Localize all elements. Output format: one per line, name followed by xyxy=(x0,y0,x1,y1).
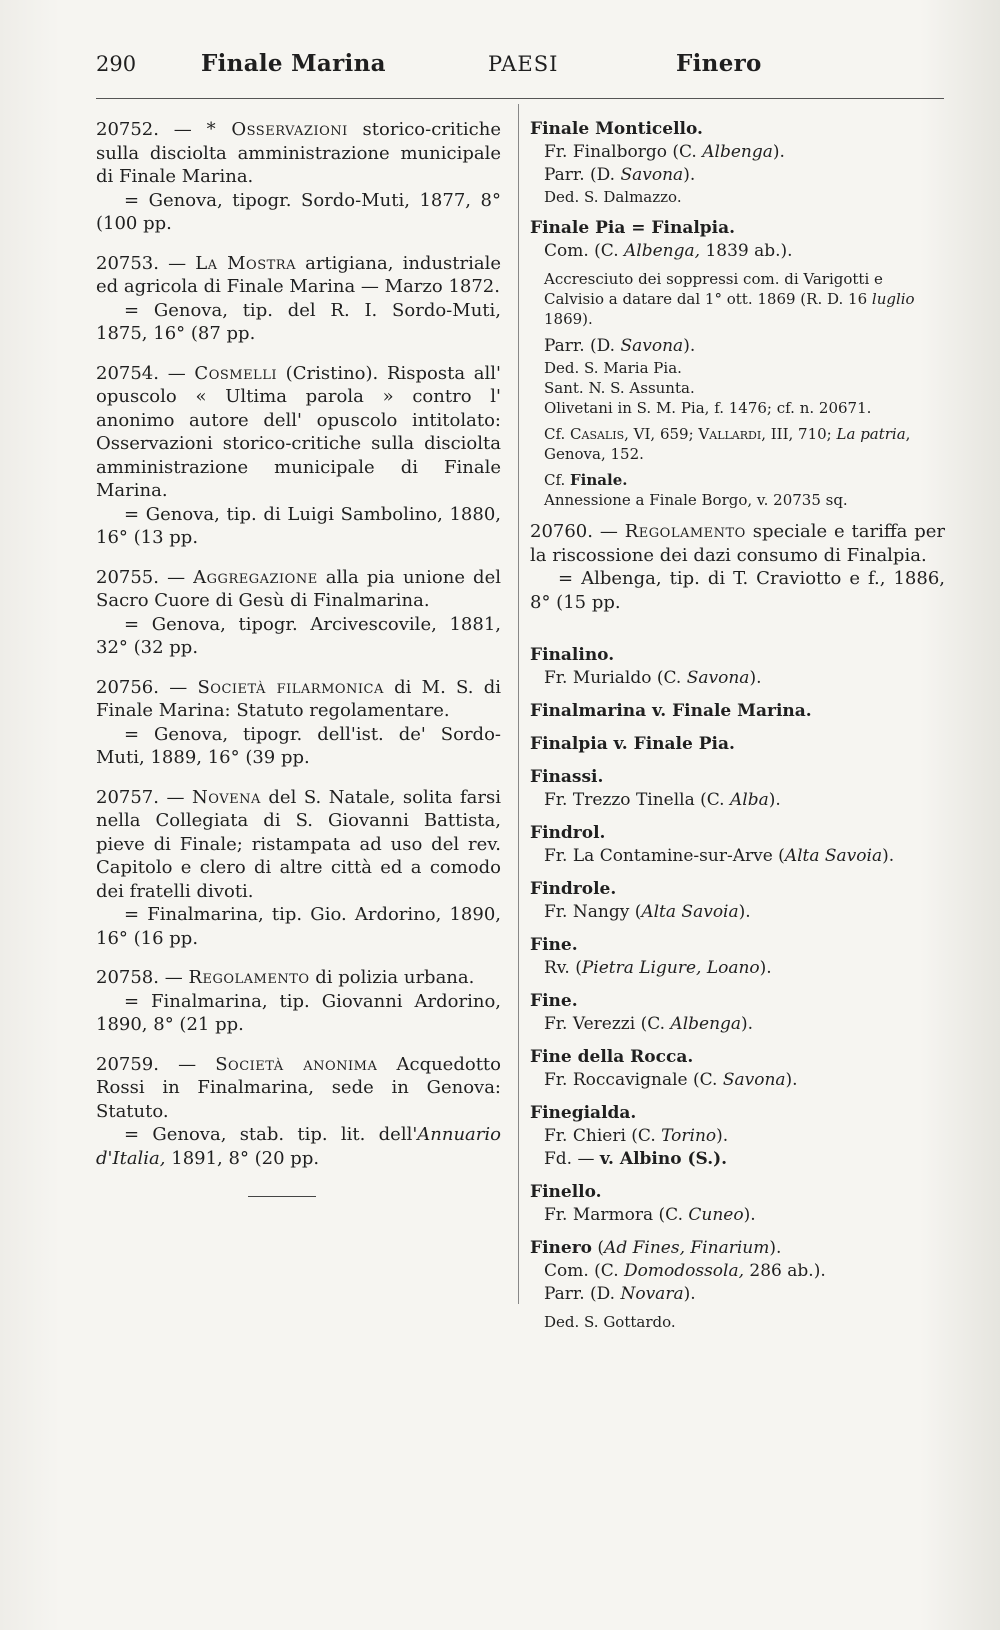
entry-number: 20759. xyxy=(96,1053,159,1075)
place-line xyxy=(530,667,945,690)
place-name: Findrole. xyxy=(530,879,617,899)
entry-20757: 20757. — Novena del S. Natale, solita farsi nella Collegiata di S. Giovanni Battista, pieve di Finale; ristampata ad uso del rev. Capitolo e clero di altre città ed a comodo dei fratelli divoti. = Finalmarina, tip. Gio. Ardorino, 1890, 16° (16 pp. xyxy=(96,786,501,949)
fr-text: Fr. Finalborgo (C. xyxy=(544,142,703,162)
line-bold: v. Albino (S.). xyxy=(599,1149,728,1169)
left-column xyxy=(96,118,501,1197)
header-right-title: Finero xyxy=(676,50,762,77)
place-line xyxy=(530,1069,945,1092)
line-end: ). xyxy=(759,958,772,978)
place-note xyxy=(530,269,945,329)
note-end: 1869). xyxy=(544,310,593,328)
column-divider xyxy=(518,104,519,1304)
line-text: Fr. Verezzi (C. xyxy=(544,1014,671,1034)
line-italic: Torino xyxy=(661,1126,717,1146)
entry-20755: 20755. — Aggregazione alla pia unione del Sacro Cuore di Gesù di Finalmarina. = Genova, tipogr. Arcivescovile, 1881, 32° (32 pp. xyxy=(96,566,501,658)
line-italic: Alta Savoia xyxy=(641,902,739,922)
header-section-title: PAESI xyxy=(488,52,559,76)
entry-imprint: = Genova, tipogr. Arcivescovile, 1881, 32° (32 pp. xyxy=(96,613,501,658)
note-italic: luglio xyxy=(871,290,915,308)
place-name: Findrol. xyxy=(530,823,606,843)
place-finale-monticello xyxy=(530,118,945,207)
entry-head: Cosmelli xyxy=(194,362,277,384)
place-note: Sant. N. S. Assunta. xyxy=(544,379,695,397)
entry-imprint: = Albenga, tip. di T. Craviotto e f., 1886, 8° (15 pp. xyxy=(530,568,945,613)
place-line xyxy=(530,789,945,812)
note-text: Accresciuto dei soppressi com. di Varigotti e Calvisio a datare dal 1° ott. 1869 (R. D. 16 xyxy=(544,270,883,308)
place-finassi xyxy=(530,766,945,812)
line-text: Fr. Murialdo (C. xyxy=(544,668,687,688)
line-end: ). xyxy=(743,1205,756,1225)
place-name: Fine. xyxy=(530,991,578,1011)
entry-imprint: = Finalmarina, tip. Gio. Ardorino, 1890, 16° (16 pp. xyxy=(96,904,501,949)
place-reference xyxy=(530,424,945,464)
entry-number: 20755. xyxy=(96,566,159,588)
cf-text: Cf. xyxy=(544,425,571,443)
com-text: Com. (C. xyxy=(544,1261,625,1281)
parr-text: Parr. (D. xyxy=(544,1284,621,1304)
entry-text: (Cristino). Risposta all' opuscolo « Ultima parola » contro l' anonimo autore dell' opuscolo intitolato: Osservazioni storico-critiche sulla disciolta amministrazione municipale di Finale Marina. xyxy=(96,362,501,501)
section-end-rule xyxy=(248,1196,316,1197)
place-note: Olivetani in S. M. Pia, f. 1476; cf. n. 20671. xyxy=(544,399,872,417)
com-text: Com. (C. xyxy=(544,241,625,261)
header-left-title: Finale Marina xyxy=(201,50,386,77)
place-finero xyxy=(530,1237,945,1332)
line-end: ). xyxy=(716,1126,729,1146)
line-text: Fr. Marmora (C. xyxy=(544,1205,689,1225)
cf-text: , VI, 659; xyxy=(624,425,699,443)
entry-text: Acquedotto Rossi in Finalmarina, sede in Genova: Statuto. xyxy=(96,1053,501,1122)
place-line xyxy=(530,141,945,164)
entry-imprint xyxy=(96,1123,501,1170)
line-end: ). xyxy=(741,1014,754,1034)
place-findrole xyxy=(530,878,945,924)
place-findrol xyxy=(530,822,945,868)
place-line xyxy=(530,240,945,263)
parr-text: Parr. (D. xyxy=(544,165,621,185)
entry-head: * Osservazioni xyxy=(206,119,348,140)
place-name: Finalino. xyxy=(530,645,615,665)
running-header xyxy=(96,48,786,88)
parr-italic: Novara xyxy=(620,1284,684,1304)
entry-20758: 20758. — Regolamento di polizia urbana. = Finalmarina, tip. Giovanni Ardorino, 1890, 8° (21 pp. xyxy=(96,967,501,1035)
line-italic: Cuneo xyxy=(688,1205,744,1225)
entry-text: artigiana, industriale ed agricola di Finale Marina — Marzo 1872. xyxy=(96,252,502,297)
entry-number: 20752. xyxy=(96,119,159,140)
com-end: 286 ab.). xyxy=(744,1261,826,1281)
line-end: ). xyxy=(882,846,895,866)
place-note: Annessione a Finale Borgo, v. 20735 sq. xyxy=(544,491,848,509)
right-column xyxy=(530,118,945,1342)
parr-end: ). xyxy=(683,336,696,356)
entry-20754: 20754. — Cosmelli (Cristino). Risposta all' opuscolo « Ultima parola » contro l' anonimo autore dell' opuscolo intitolato: Osservazioni storico-critiche sulla disciolta amministrazione municipale di Finale Marina. = Genova, tip. di Luigi Sambolino, 1880, 16° (13 pp. xyxy=(96,362,501,548)
place-finalpia xyxy=(530,733,945,756)
cf-author: Vallardi xyxy=(698,425,762,443)
place-line xyxy=(530,1204,945,1227)
line-italic: Alta Savoia xyxy=(784,846,883,866)
entry-imprint: = Finalmarina, tip. Giovanni Ardorino, 1890, 8° (21 pp. xyxy=(96,990,501,1035)
place-finello xyxy=(530,1181,945,1227)
cf-text: Cf. xyxy=(544,471,571,489)
imprint-italic: Annuario d'Italia, xyxy=(96,1124,501,1169)
entry-number: 20754. xyxy=(96,362,159,384)
place-finalmarina xyxy=(530,700,945,723)
place-fine-rv xyxy=(530,934,945,980)
entry-head: Regolamento xyxy=(188,967,310,988)
place-name: Finassi. xyxy=(530,767,604,787)
name-end: ). xyxy=(769,1238,782,1258)
place-line xyxy=(530,1148,945,1171)
place-line xyxy=(530,1283,945,1306)
name-italic: Ad Fines, Finarium xyxy=(604,1238,770,1258)
cf-end: , Genova, 152. xyxy=(544,425,911,463)
entry-imprint: = Genova, tipogr. dell'ist. de' Sordo-Muti, 1889, 16° (39 pp. xyxy=(96,723,501,768)
cf-text: , III, 710; xyxy=(761,425,837,443)
entry-head: Aggregazione xyxy=(193,566,318,588)
fr-italic: Albenga xyxy=(702,142,773,162)
cf-bold: Finale. xyxy=(570,471,628,489)
imprint-text: = Genova, stab. tip. lit. dell' xyxy=(124,1124,418,1145)
place-name: Finello. xyxy=(530,1182,602,1202)
com-italic: Domodossola, xyxy=(624,1261,745,1281)
entry-number: 20760. xyxy=(530,521,593,542)
place-name: Finale Monticello. xyxy=(530,119,703,139)
line-end: ). xyxy=(749,668,762,688)
entry-number: 20757. xyxy=(96,786,159,808)
place-line xyxy=(530,845,945,868)
line-text: Fr. Chieri (C. xyxy=(544,1126,662,1146)
cf-italic: La patria xyxy=(836,425,906,443)
line-italic: Alba xyxy=(729,790,769,810)
entry-20760: 20760. — Regolamento speciale e tariffa per la riscossione dei dazi consumo di Finalpia. = Albenga, tip. di T. Craviotto e f., 1886, 8° (15 pp. xyxy=(530,521,945,613)
place-name: Fine della Rocca. xyxy=(530,1047,694,1067)
imprint-end: 1891, 8° (20 pp. xyxy=(165,1147,320,1169)
entry-head: Regolamento xyxy=(624,521,746,542)
place-finalino xyxy=(530,644,945,690)
place-line xyxy=(530,957,945,980)
entry-text: di polizia urbana. xyxy=(309,967,475,988)
place-line xyxy=(530,164,945,187)
line-italic: Savona xyxy=(686,668,750,688)
place-name: Finale Pia = Finalpia. xyxy=(530,218,736,238)
entry-text: storico-critiche sulla disciolta amministrazione municipale di Finale Marina. xyxy=(96,119,501,187)
place-line xyxy=(530,1260,945,1283)
place-finegialda xyxy=(530,1102,945,1171)
place-fine-fr xyxy=(530,990,945,1036)
entry-text: del S. Natale, solita farsi nella Collegiata di S. Giovanni Battista, pieve di Finale; ristampata ad uso del rev. Capitolo e clero di altre città ed a comodo dei fratelli divoti. xyxy=(96,786,501,902)
entry-number: 20753. xyxy=(96,252,159,274)
place-line xyxy=(530,1013,945,1036)
page-number: 290 xyxy=(96,52,137,76)
place-name: Finalmarina v. Finale Marina. xyxy=(530,701,812,721)
entry-text: alla pia unione del Sacro Cuore di Gesù di Finalmarina. xyxy=(96,566,501,611)
place-line xyxy=(530,1125,945,1148)
line-italic: Albenga xyxy=(670,1014,742,1034)
name-text: ( xyxy=(592,1238,605,1258)
entry-number: 20756. xyxy=(96,676,159,698)
place-fine-della-rocca xyxy=(530,1046,945,1092)
place-name: Finalpia v. Finale Pia. xyxy=(530,734,735,754)
entry-20753: 20753. — La Mostra artigiana, industriale ed agricola di Finale Marina — Marzo 1872. = Genova, tip. del R. I. Sordo-Muti, 1875, 16° (87 pp. xyxy=(96,252,502,344)
entry-head: Società anonima xyxy=(215,1053,378,1075)
parr-text: Parr. (D. xyxy=(544,336,621,356)
parr-italic: Savona xyxy=(620,165,684,185)
line-text: Fr. Roccavignale (C. xyxy=(544,1070,723,1090)
line-text: Fd. — xyxy=(544,1149,600,1169)
entry-imprint: = Genova, tipogr. Sordo-Muti, 1877, 8° (100 pp. xyxy=(96,189,501,234)
place-note: Ded. S. Maria Pia. xyxy=(544,359,682,377)
line-italic: Savona xyxy=(722,1070,786,1090)
place-name xyxy=(530,1237,945,1260)
place-name: Fine. xyxy=(530,935,578,955)
place-note: Ded. S. Dalmazzo. xyxy=(544,188,682,206)
entry-text: di M. S. di Finale Marina: Statuto regolamentare. xyxy=(96,676,501,721)
entry-head: Società filarmonica xyxy=(197,676,384,698)
place-name: Finegialda. xyxy=(530,1103,637,1123)
place-line xyxy=(530,901,945,924)
place-note: Ded. S. Gottardo. xyxy=(544,1313,676,1331)
entry-text: speciale e tariffa per la riscossione dei dazi consumo di Finalpia. xyxy=(530,521,945,566)
parr-end: ). xyxy=(683,1284,696,1304)
entry-head: Novena xyxy=(192,786,261,808)
entry-imprint: = Genova, tip. di Luigi Sambolino, 1880, 16° (13 pp. xyxy=(96,503,501,548)
line-text: Fr. Trezzo Tinella (C. xyxy=(544,790,730,810)
place-reference xyxy=(530,470,945,490)
entry-imprint: = Genova, tip. del R. I. Sordo-Muti, 1875, 16° (87 pp. xyxy=(96,299,501,344)
place-finale-pia xyxy=(530,217,945,510)
header-rule xyxy=(96,98,944,99)
line-italic: Pietra Ligure, Loano xyxy=(581,958,760,978)
parr-italic: Savona xyxy=(620,336,684,356)
entry-20752: 20752. — * Osservazioni storico-critiche sulla disciolta amministrazione municipale di Finale Marina. = Genova, tipogr. Sordo-Muti, 1877, 8° (100 pp. xyxy=(96,119,501,234)
line-text: Rv. ( xyxy=(544,958,582,978)
line-text: Fr. Nangy ( xyxy=(544,902,642,922)
entry-head: La Mostra xyxy=(195,252,296,274)
parr-end: ). xyxy=(683,165,696,185)
line-end: ). xyxy=(785,1070,798,1090)
place-name-bold: Finero xyxy=(530,1238,592,1258)
entry-20759: 20759. — Società anonima Acquedotto Rossi in Finalmarina, sede in Genova: Statuto. = Genova, stab. tip. lit. dell'Annuario d'Italia, 1891, 8° (20 pp. xyxy=(96,1053,501,1169)
line-end: ). xyxy=(768,790,781,810)
com-italic: Albenga, xyxy=(624,241,701,261)
line-text: Fr. La Contamine-sur-Arve ( xyxy=(544,846,785,866)
entry-20756: 20756. — Società filarmonica di M. S. di Finale Marina: Statuto regolamentare. = Genova, tipogr. dell'ist. de' Sordo-Muti, 1889, 16° (39 pp. xyxy=(96,676,501,768)
line-end: ). xyxy=(738,902,751,922)
place-line xyxy=(530,335,945,358)
com-end: 1839 ab.). xyxy=(700,241,793,261)
entry-number: 20758. xyxy=(96,967,159,988)
fr-end: ). xyxy=(772,142,785,162)
cf-author: Casalis xyxy=(570,425,625,443)
